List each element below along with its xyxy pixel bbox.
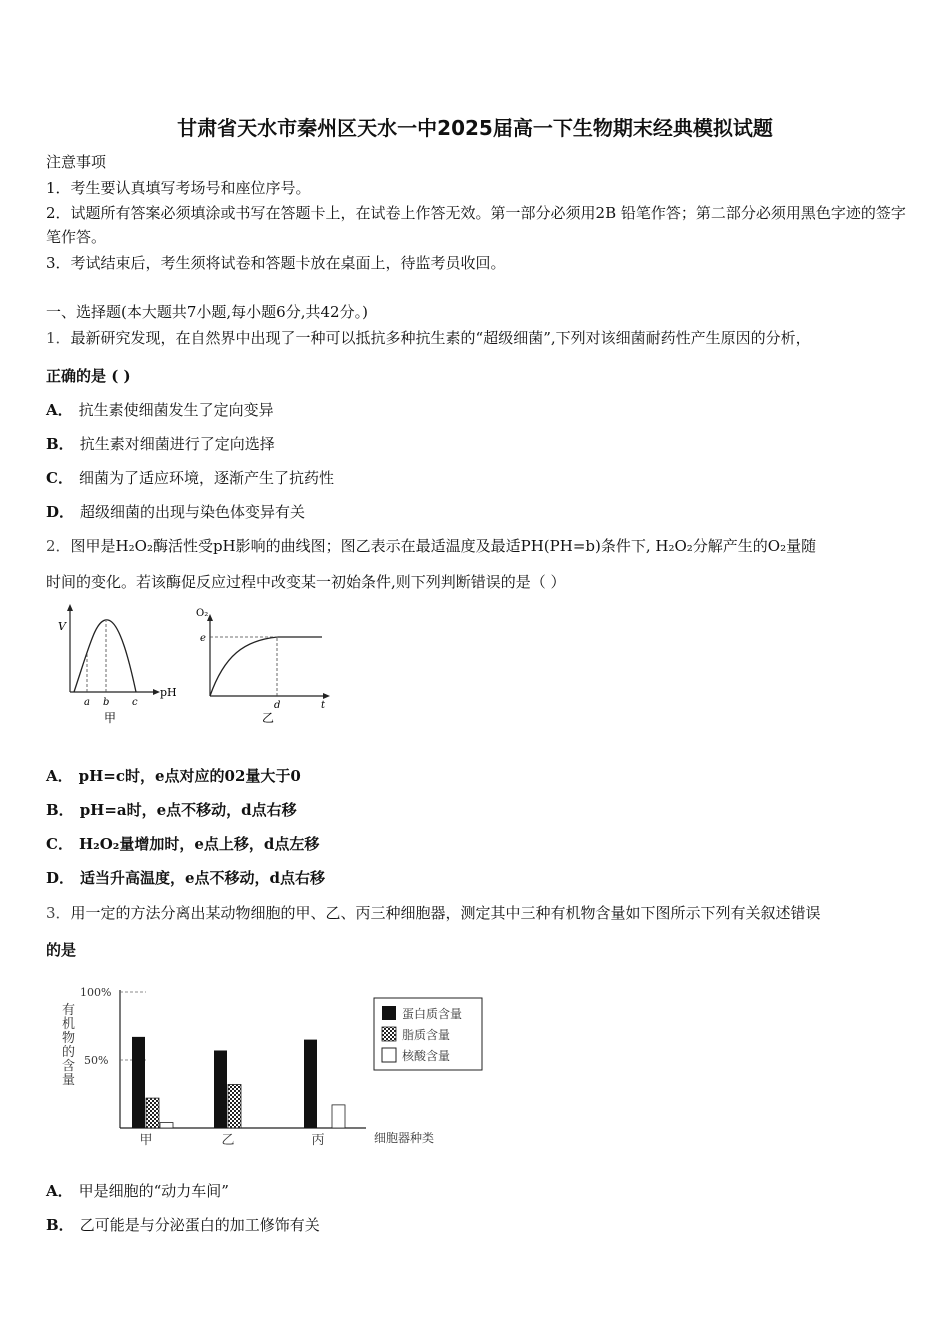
bar-lipid-1 <box>146 1098 159 1128</box>
x-axis-label: 细胞器种类 <box>374 1131 435 1145</box>
yi-y-label: O₂ <box>196 608 209 619</box>
x-category-1: 甲 <box>139 1133 153 1148</box>
q1-option-d: D． 超级细菌的出现与染色体变异有关 <box>46 503 306 521</box>
jia-tick-a: a <box>84 697 90 708</box>
bar-lipid-2 <box>228 1084 241 1128</box>
legend-lipid-swatch <box>382 1027 396 1041</box>
q2-stem <box>46 536 908 556</box>
jia-caption: 甲 <box>104 711 117 725</box>
jia-y-label: V <box>58 620 66 633</box>
notice-heading: 注意事项 <box>46 153 107 171</box>
jia-x-label: pH <box>160 686 177 699</box>
q1-stem <box>46 328 908 348</box>
legend-nucleic-label: 核酸含量 <box>402 1049 451 1063</box>
yi-d-label: d <box>274 700 281 711</box>
q2-option-b: B． pH=a时，e点不移动，d点右移 <box>46 801 297 819</box>
x-category-3: 丙 <box>311 1133 325 1148</box>
q1-stem-line2: 正确的是 ( ) <box>46 367 131 385</box>
q2-number: 2． <box>46 537 71 555</box>
q3-stem-line1: 用一定的方法分离出某动物细胞的甲、乙、丙三种细胞器，测定其中三种有机物含量如下图所示下列有关叙述错误 <box>70 904 821 922</box>
section-heading: 一、选择题(本大题共7小题,每小题6分,共42分。) <box>46 303 368 321</box>
figure-yi <box>188 604 338 728</box>
q2-option-c: C． H₂O₂量增加时，e点上移，d点左移 <box>46 835 320 853</box>
legend-lipid-label: 脂质含量 <box>402 1028 451 1042</box>
q3-stem <box>46 903 908 923</box>
q3-option-a: A． 甲是细胞的“动力车间” <box>46 1182 229 1200</box>
q3-option-b: B． 乙可能是与分泌蛋白的加工修饰有关 <box>46 1216 320 1234</box>
bar-protein-2 <box>214 1050 227 1128</box>
q2-option-d: D． 适当升高温度，e点不移动，d点右移 <box>46 869 326 887</box>
q2-option-a: A． pH=c时，e点对应的02量大于0 <box>46 767 301 785</box>
q1-option-a: A． 抗生素使细菌发生了定向变异 <box>46 401 274 419</box>
yi-caption: 乙 <box>262 711 275 725</box>
legend-nucleic-swatch <box>382 1048 396 1062</box>
q3-number: 3． <box>46 904 71 922</box>
legend-protein-swatch <box>382 1006 396 1020</box>
bar-protein-1 <box>132 1037 145 1128</box>
bar-nucleic-1 <box>160 1123 173 1128</box>
y-tick-100: 100% <box>80 986 112 999</box>
figure-jia <box>56 604 186 728</box>
legend-protein-label: 蛋白质含量 <box>402 1007 463 1021</box>
bar-protein-3 <box>304 1040 317 1128</box>
q2-stem-line2: 时间的变化。若该酶促反应过程中改变某一初始条件,则下列判断错误的是（ ） <box>46 573 566 591</box>
bar-nucleic-3 <box>332 1105 345 1128</box>
page-title: 甘肃省天水市秦州区天水一中2025届高一下生物期末经典模拟试题 <box>177 116 773 140</box>
q1-option-c: C． 细菌为了适应环境，逐渐产生了抗药性 <box>46 469 334 487</box>
q1-number: 1． <box>46 329 71 347</box>
yi-e-label: e <box>200 633 206 644</box>
jia-tick-c: c <box>132 697 138 708</box>
q1-option-b: B． 抗生素对细菌进行了定向选择 <box>46 435 275 453</box>
x-category-2: 乙 <box>221 1133 235 1148</box>
y-axis-label: 有机物的含量 <box>62 1003 76 1088</box>
notice-item-1: 1．考生要认真填写考场号和座位序号。 <box>46 179 311 197</box>
y-tick-50: 50% <box>84 1054 109 1067</box>
organelle-bar-chart <box>56 980 486 1152</box>
q3-stem-line2: 的是 <box>46 941 77 959</box>
yi-t-label: t <box>321 700 326 711</box>
notice-item-3: 3．考试结束后，考生须将试卷和答题卡放在桌面上，待监考员收回。 <box>46 254 506 272</box>
notice-item-2: 2．试题所有答案必须填涂或书写在答题卡上，在试卷上作答无效。第一部分必须用2B 铅笔作答；第二部分必须用黑色字迹的签字笔作答。 <box>46 204 906 246</box>
q1-stem-line1: 最新研究发现，在自然界中出现了一种可以抵抗多种抗生素的“超级细菌”,下列对该细菌耐药性产生原因的分析， <box>70 329 811 347</box>
jia-tick-b: b <box>103 697 110 708</box>
q2-stem-line1: 图甲是H₂O₂酶活性受pH影响的曲线图；图乙表示在最适温度及最适PH(PH=b)条件下, H₂O₂分解产生的O₂量随 <box>70 537 817 555</box>
